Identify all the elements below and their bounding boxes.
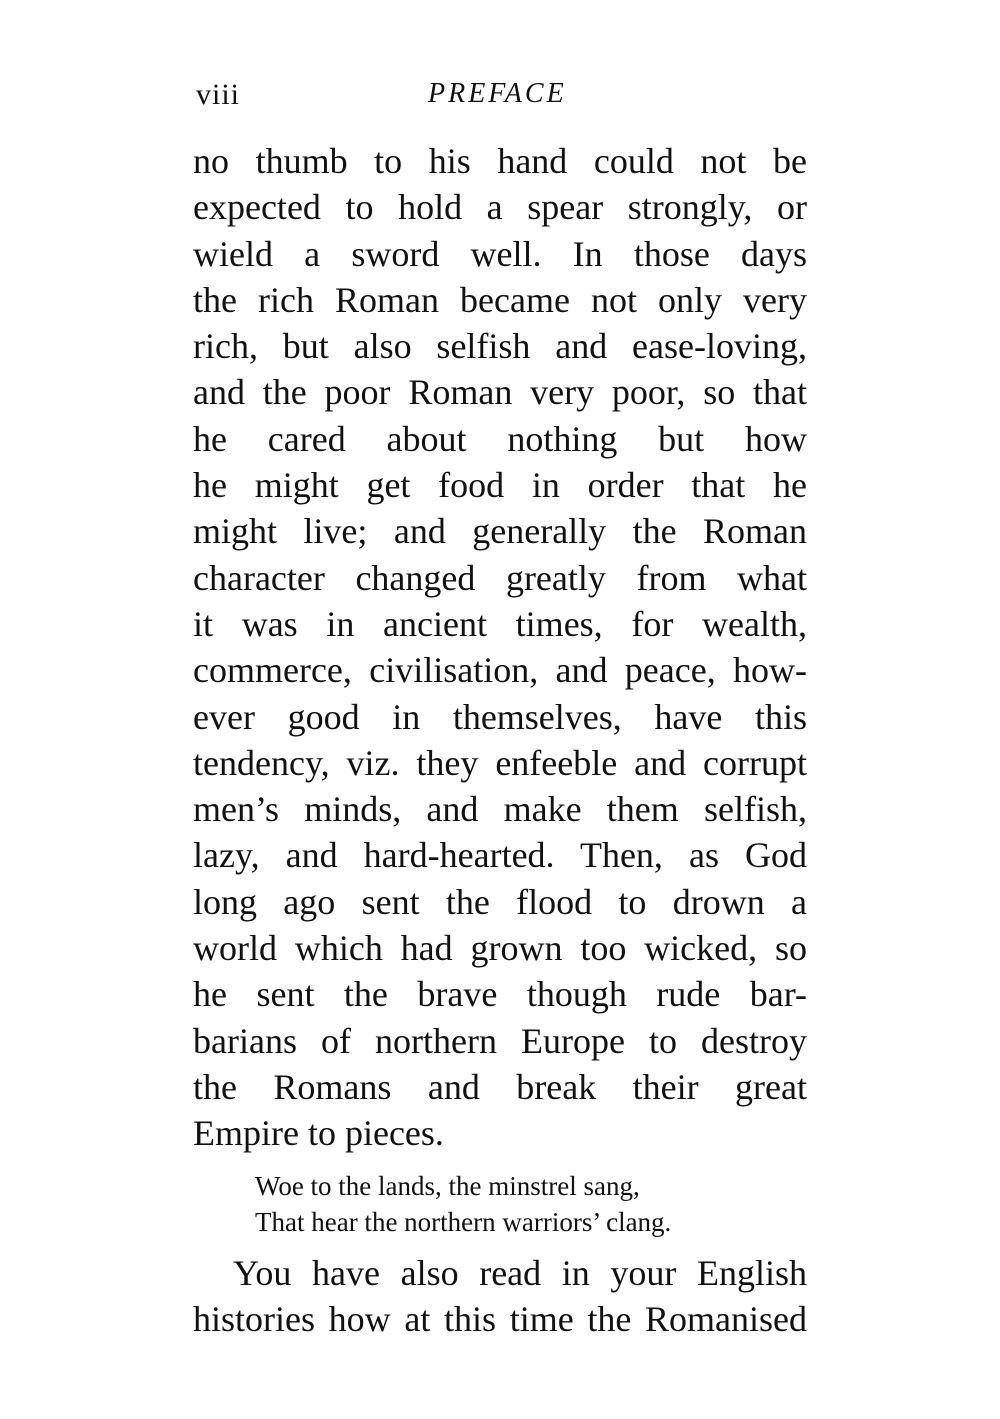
text-line: barians of northern Europe to destroy	[193, 1020, 807, 1061]
text-line: and the poor Roman very poor, so that	[193, 372, 807, 413]
text-line: ever good in themselves, have this	[193, 696, 807, 737]
text-line: he cared about nothing but how	[193, 418, 807, 459]
text-line: it was in ancient times, for wealth,	[193, 603, 807, 644]
verse-line: That hear the northern warriors’ clang.	[255, 1207, 672, 1237]
verse-quotation	[255, 1168, 755, 1240]
text-line: wield a sword well. In those days	[193, 233, 807, 274]
text-line: world which had grown too wicked, so	[193, 928, 807, 969]
text-line: no thumb to his hand could not be	[193, 141, 807, 181]
running-title: PREFACE	[428, 78, 567, 109]
text-line: You have also read in your English	[233, 1253, 807, 1293]
text-line: the rich Roman became not only very	[193, 279, 807, 320]
closing-paragraph	[193, 1250, 807, 1343]
verse-line: Woe to the lands, the minstrel sang,	[255, 1171, 640, 1201]
body-paragraph	[193, 138, 807, 1157]
text-line: he sent the brave though rude bar-	[193, 974, 807, 1015]
text-line: tendency, viz. they enfeeble and corrupt	[193, 742, 807, 783]
text-line: men’s minds, and make them selfish,	[193, 789, 807, 830]
text-line: long ago sent the flood to drown a	[193, 881, 807, 922]
text-line: histories how at this time the Romanised	[193, 1299, 807, 1340]
text-line: the Romans and break their great	[193, 1066, 807, 1107]
text-line: lazy, and hard-hearted. Then, as God	[193, 835, 807, 876]
text-line: character changed greatly from what	[193, 557, 807, 598]
text-line: commerce, civilisation, and peace, how-	[193, 650, 807, 691]
page-header	[196, 78, 808, 118]
text-line: expected to hold a spear strongly, or	[193, 187, 807, 228]
text-line: might live; and generally the Roman	[193, 511, 807, 552]
text-line: he might get food in order that he	[193, 465, 807, 506]
text-line: rich, but also selfish and ease-loving,	[193, 326, 807, 367]
text-line: Empire to pieces.	[193, 1113, 444, 1154]
page-number: viii	[196, 78, 241, 111]
